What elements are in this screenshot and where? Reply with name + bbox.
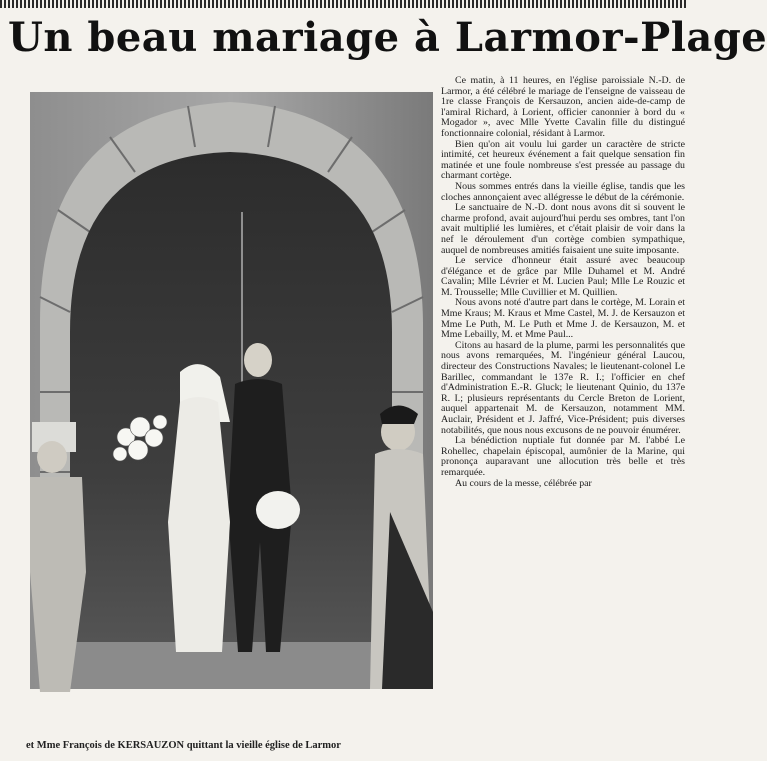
article-paragraph: Au cours de la messe, célébrée par [455,477,592,489]
wedding-photo [30,92,433,689]
article-paragraph: La bénédiction nuptiale fut donnée par M. l'abbé Le Rohellec, chapelain épiscopal, aumônier de la Marine, qui prononça auparavant une allocution très belle et très remarquée. [441,435,685,478]
article-paragraph: Bien qu'on ait voulu lui garder un caractère de stricte intimité, cet heureux événement a fait quelque sensation fin matinée et une foule nombreuse s'est pressée au passage du charmant cortège. [441,138,685,182]
article-paragraph: Le sanctuaire de N.-D. dont nous avons dit si souvent le charme profond, avait aujourd'hui perdu ses ombres, tant l'on avait multiplié les lumières, et c'était plaisir de voir dans la nef le déroulement d'un cortège combien sympathique, auquel de nombreuses amitiés faisaient une suite imposante. [441,202,685,256]
article-body [441,76,685,758]
dark-doorway [70,152,392,689]
article-paragraph: Nous avons noté d'autre part dans le cortège, M. Lorain et Mme Kraus; M. Kraus et Mme Castel, M. J. de Kersauzon et Mme Le Puth, M. Le Puth et Mme J. de Kersauzon, M. et Mme Lebailly, M. et Mme Paul... [441,297,685,341]
article-paragraph: Le service d'honneur était assuré avec beaucoup d'élégance et de grâce par Mlle Duhamel et M. André Cavalin; Mlle Lévrier et M. Lucien Paul; Mlle Le Rouzic et M. Trousselle; Mlle Cuvillier et M. Quillien. [441,255,685,298]
photo-caption: et Mme François de KERSAUZON quittant la vieille église de Larmor [26,740,341,751]
article-paragraph: Ce matin, à 11 heures, en l'église paroissiale N.-D. de Larmor, a été célébré le mariage de l'enseigne de vaisseau de 1re classe François de Kersauzon, ancien aide-de-camp de l'amiral Richard, à Lorient, officier canonnier à bord du « Mogador », avec Mlle Yvette Cavalin fille du distingué fonctionnaire colonial, résidant à Larmor. [441,75,685,139]
article-paragraph: Nous sommes entrés dans la vieille église, tandis que les cloches annonçaient avec allégresse le début de la cérémonie. [441,180,685,203]
masthead-rule [0,0,688,8]
headline: Un beau mariage à Larmor-Plage [8,14,767,61]
article-paragraph: Citons au hasard de la plume, parmi les personnalités que nous avons remarquées, M. l'ingénieur général Laucou, directeur des Constructions Navales; le lieutenant-colonel Le Barillec, commandant le 137e R. I.; l'officier en chef d'Administration E.-R. Gluck; le lieutenant Quinio, du 137e R. I.; plusieurs représentants du Cercle Breton de Lorient, auquel appartenait M. de Kersauzon, notamment MM. Auclair, Président et J. Jaffré, Vice-Président; puis diverses notabilités, que nous nous excusons de ne pouvoir énumérer. [441,339,685,436]
